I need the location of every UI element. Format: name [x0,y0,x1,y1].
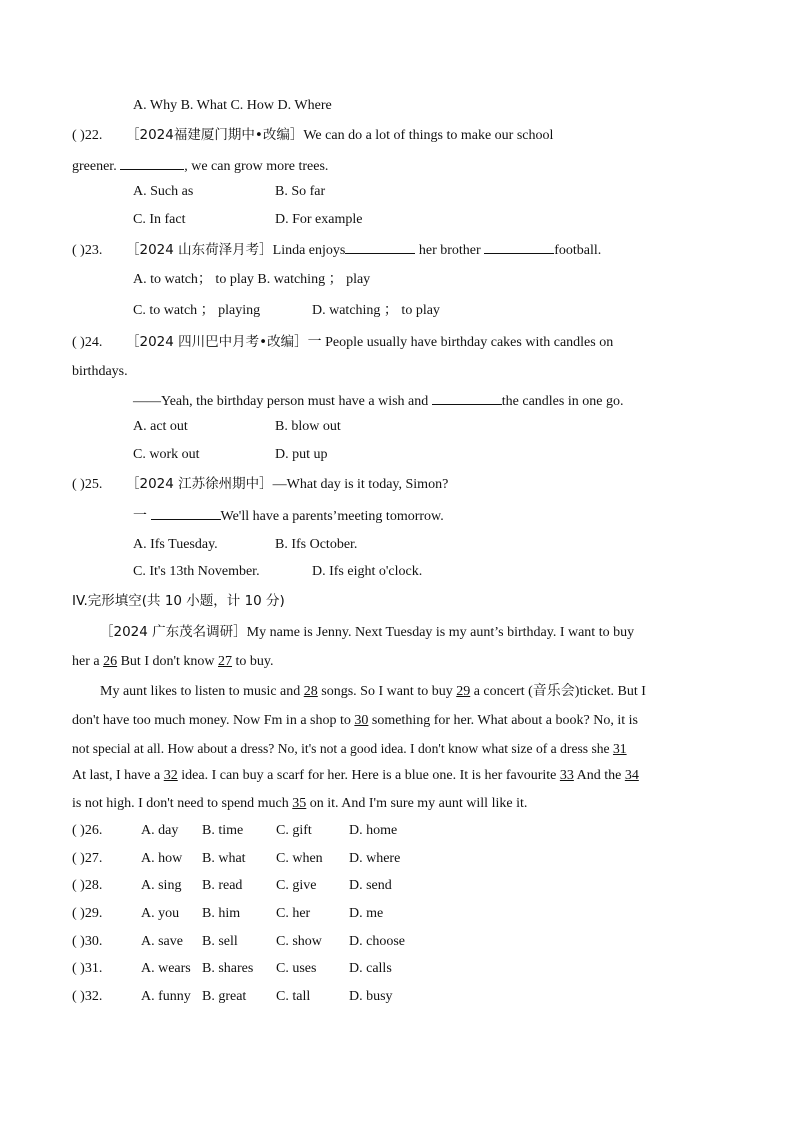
cloze-option-c[interactable]: C. show [276,934,322,949]
passage-text: idea. I can buy a scarf for her. Here is a blue one. It is her favourite [181,768,557,783]
answer-paren[interactable]: ( )23. [72,243,103,258]
passage-text: something for her. What about a book? No, it is [371,713,638,728]
passage-text: don't have too much money. Now Fm in a shop to [72,713,351,728]
cloze-option-d[interactable]: D. me [349,906,384,921]
q24-option-a[interactable]: A. act out [133,419,188,434]
cloze-option-a[interactable]: A. wears [141,961,191,976]
answer-paren[interactable]: ( )22. [72,128,103,143]
q24-text: the candles in one go. [501,394,624,409]
q25-reply [133,506,444,524]
q25-text: We'll have a parents’meeting tomorrow. [220,509,444,524]
q24-source: ［2024 四川巴中月考•改编］ [126,334,308,350]
q23-option-c[interactable]: C. to watch ； playing [133,303,261,318]
q24-text: 一 People usually have birthday cakes with candles on [307,335,614,350]
q22-stem-cont [72,156,328,174]
passage-text: My aunt likes to listen to music and [100,684,301,699]
q23-stem [72,240,601,258]
passage-text: a concert (音乐会)ticket. But I [473,684,646,699]
q22-stem [72,126,553,144]
cloze-item-paren[interactable]: ( )29. [72,906,103,921]
cloze-option-b[interactable]: B. shares [202,961,254,976]
cloze-item-paren[interactable]: ( )27. [72,851,103,866]
passage-line [100,683,646,701]
passage-line [72,767,639,785]
passage-text: to buy. [235,654,274,669]
q25-text: —What day is it today, Simon? [272,477,449,492]
cloze-item-paren[interactable]: ( )30. [72,934,103,949]
q24-text: ——Yeah, the birthday person must have a wish and [133,394,429,409]
answer-blank[interactable] [345,240,415,254]
q24-option-d[interactable]: D. put up [275,447,328,462]
passage-text: And the [576,768,622,783]
q24-stem [72,333,613,351]
q24-stem-cont: birthdays. [72,364,128,379]
cloze-option-d[interactable]: D. busy [349,989,393,1004]
cloze-option-a[interactable]: A. how [141,851,183,866]
q24-reply [133,391,623,409]
q25-option-b[interactable]: B. Ifs October. [275,537,358,552]
q22-text: greener. [72,159,117,174]
blank-number[interactable]: 35 [292,796,307,811]
q22-stem-text: We can do a lot of things to make our school [303,128,554,143]
answer-blank[interactable] [151,506,221,520]
answer-blank[interactable] [484,240,554,254]
q22-source: ［2024福建厦门期中•改编］ [126,127,304,143]
q25-option-c[interactable]: C. It's 13th November. [133,564,260,579]
q21-options: A. Why B. What C. How D. Where [133,98,332,113]
passage-text: My name is Jenny. Next Tuesday is my aunt’s birthday. I want to buy [246,625,635,640]
passage-text: on it. And I'm sure my aunt will like it. [309,796,528,811]
blank-number[interactable]: 31 [612,741,627,756]
blank-number[interactable]: 27 [218,654,233,669]
passage-text: But I don't know [120,654,215,669]
cloze-item-paren[interactable]: ( )32. [72,989,103,1004]
q23-source: ［2024 山东荷泽月考］ [126,242,273,258]
cloze-option-a[interactable]: A. save [141,934,183,949]
passage-source: ［2024 广东茂名调研］ [100,624,247,640]
answer-paren[interactable]: ( )25. [72,477,103,492]
q24-option-b[interactable]: B. blow out [275,419,341,434]
cloze-option-a[interactable]: A. sing [141,878,182,893]
blank-number[interactable]: 28 [303,684,318,699]
cloze-option-c[interactable]: C. uses [276,961,317,976]
q23-text: Linda enjoys [272,243,346,258]
passage-text: is not high. I don't need to spend much [72,796,289,811]
q22-option-b[interactable]: B. So far [275,184,326,199]
cloze-option-b[interactable]: B. great [202,989,247,1004]
cloze-option-a[interactable]: A. day [141,823,179,838]
answer-blank[interactable] [432,391,502,405]
q23-option-ab[interactable]: A. to watch； to play B. watching ； play [133,272,371,287]
cloze-option-c[interactable]: C. gift [276,823,312,838]
cloze-option-b[interactable]: B. him [202,906,241,921]
answer-paren[interactable]: ( )24. [72,335,103,350]
cloze-option-c[interactable]: C. tall [276,989,311,1004]
passage-text: At last, I have a [72,768,161,783]
passage-text: her a [72,654,100,669]
answer-blank[interactable] [120,156,184,170]
passage-line [72,740,627,758]
passage-text: not special at all. How about a dress? No, it's not a good idea. I don't know what size of a dress she [72,741,610,756]
blank-number[interactable]: 33 [559,768,574,783]
cloze-option-c[interactable]: C. give [276,878,317,893]
passage-text: songs. So I want to buy [321,684,453,699]
cloze-option-d[interactable]: D. home [349,823,398,838]
cloze-option-b[interactable]: B. what [202,851,246,866]
blank-number[interactable]: 34 [624,768,639,783]
cloze-option-d[interactable]: D. choose [349,934,405,949]
cloze-option-d[interactable]: D. where [349,851,401,866]
section-title: IV.完形填空(共 10 小题，计 10 分) [72,593,285,609]
cloze-option-a[interactable]: A. funny [141,989,191,1004]
q25-option-a[interactable]: A. Ifs Tuesday. [133,537,218,552]
q22-option-a[interactable]: A. Such as [133,184,194,199]
blank-number[interactable]: 26 [103,654,118,669]
cloze-option-c[interactable]: C. her [276,906,311,921]
cloze-option-c[interactable]: C. when [276,851,323,866]
cloze-option-d[interactable]: D. send [349,878,392,893]
cloze-option-b[interactable]: B. sell [202,934,238,949]
cloze-option-b[interactable]: B. time [202,823,244,838]
passage-line [72,712,638,730]
q24-option-c[interactable]: C. work out [133,447,200,462]
cloze-option-b[interactable]: B. read [202,878,243,893]
cloze-option-a[interactable]: A. you [141,906,180,921]
q25-option-d[interactable]: D. Ifs eight o'clock. [312,564,423,579]
passage-line [100,623,634,641]
blank-number[interactable]: 30 [354,713,369,728]
blank-number[interactable]: 32 [163,768,178,783]
q22-option-c[interactable]: C. In fact [133,212,186,227]
q25-source: ［2024 江苏徐州期中］ [126,476,273,492]
cloze-option-d[interactable]: D. calls [349,961,392,976]
cloze-item-paren[interactable]: ( )31. [72,961,103,976]
q22-text: , we can grow more trees. [184,159,329,174]
cloze-item-paren[interactable]: ( )26. [72,823,103,838]
q23-text: her brother [418,243,481,258]
q22-option-d[interactable]: D. For example [275,212,363,227]
q23-text: football. [554,243,602,258]
blank-number[interactable]: 29 [456,684,471,699]
cloze-item-paren[interactable]: ( )28. [72,878,103,893]
passage-line [72,653,274,671]
q25-text: 一 [133,509,147,524]
q23-option-d[interactable]: D. watching ； to play [312,303,440,318]
q25-stem [72,475,448,493]
passage-line [72,795,527,813]
